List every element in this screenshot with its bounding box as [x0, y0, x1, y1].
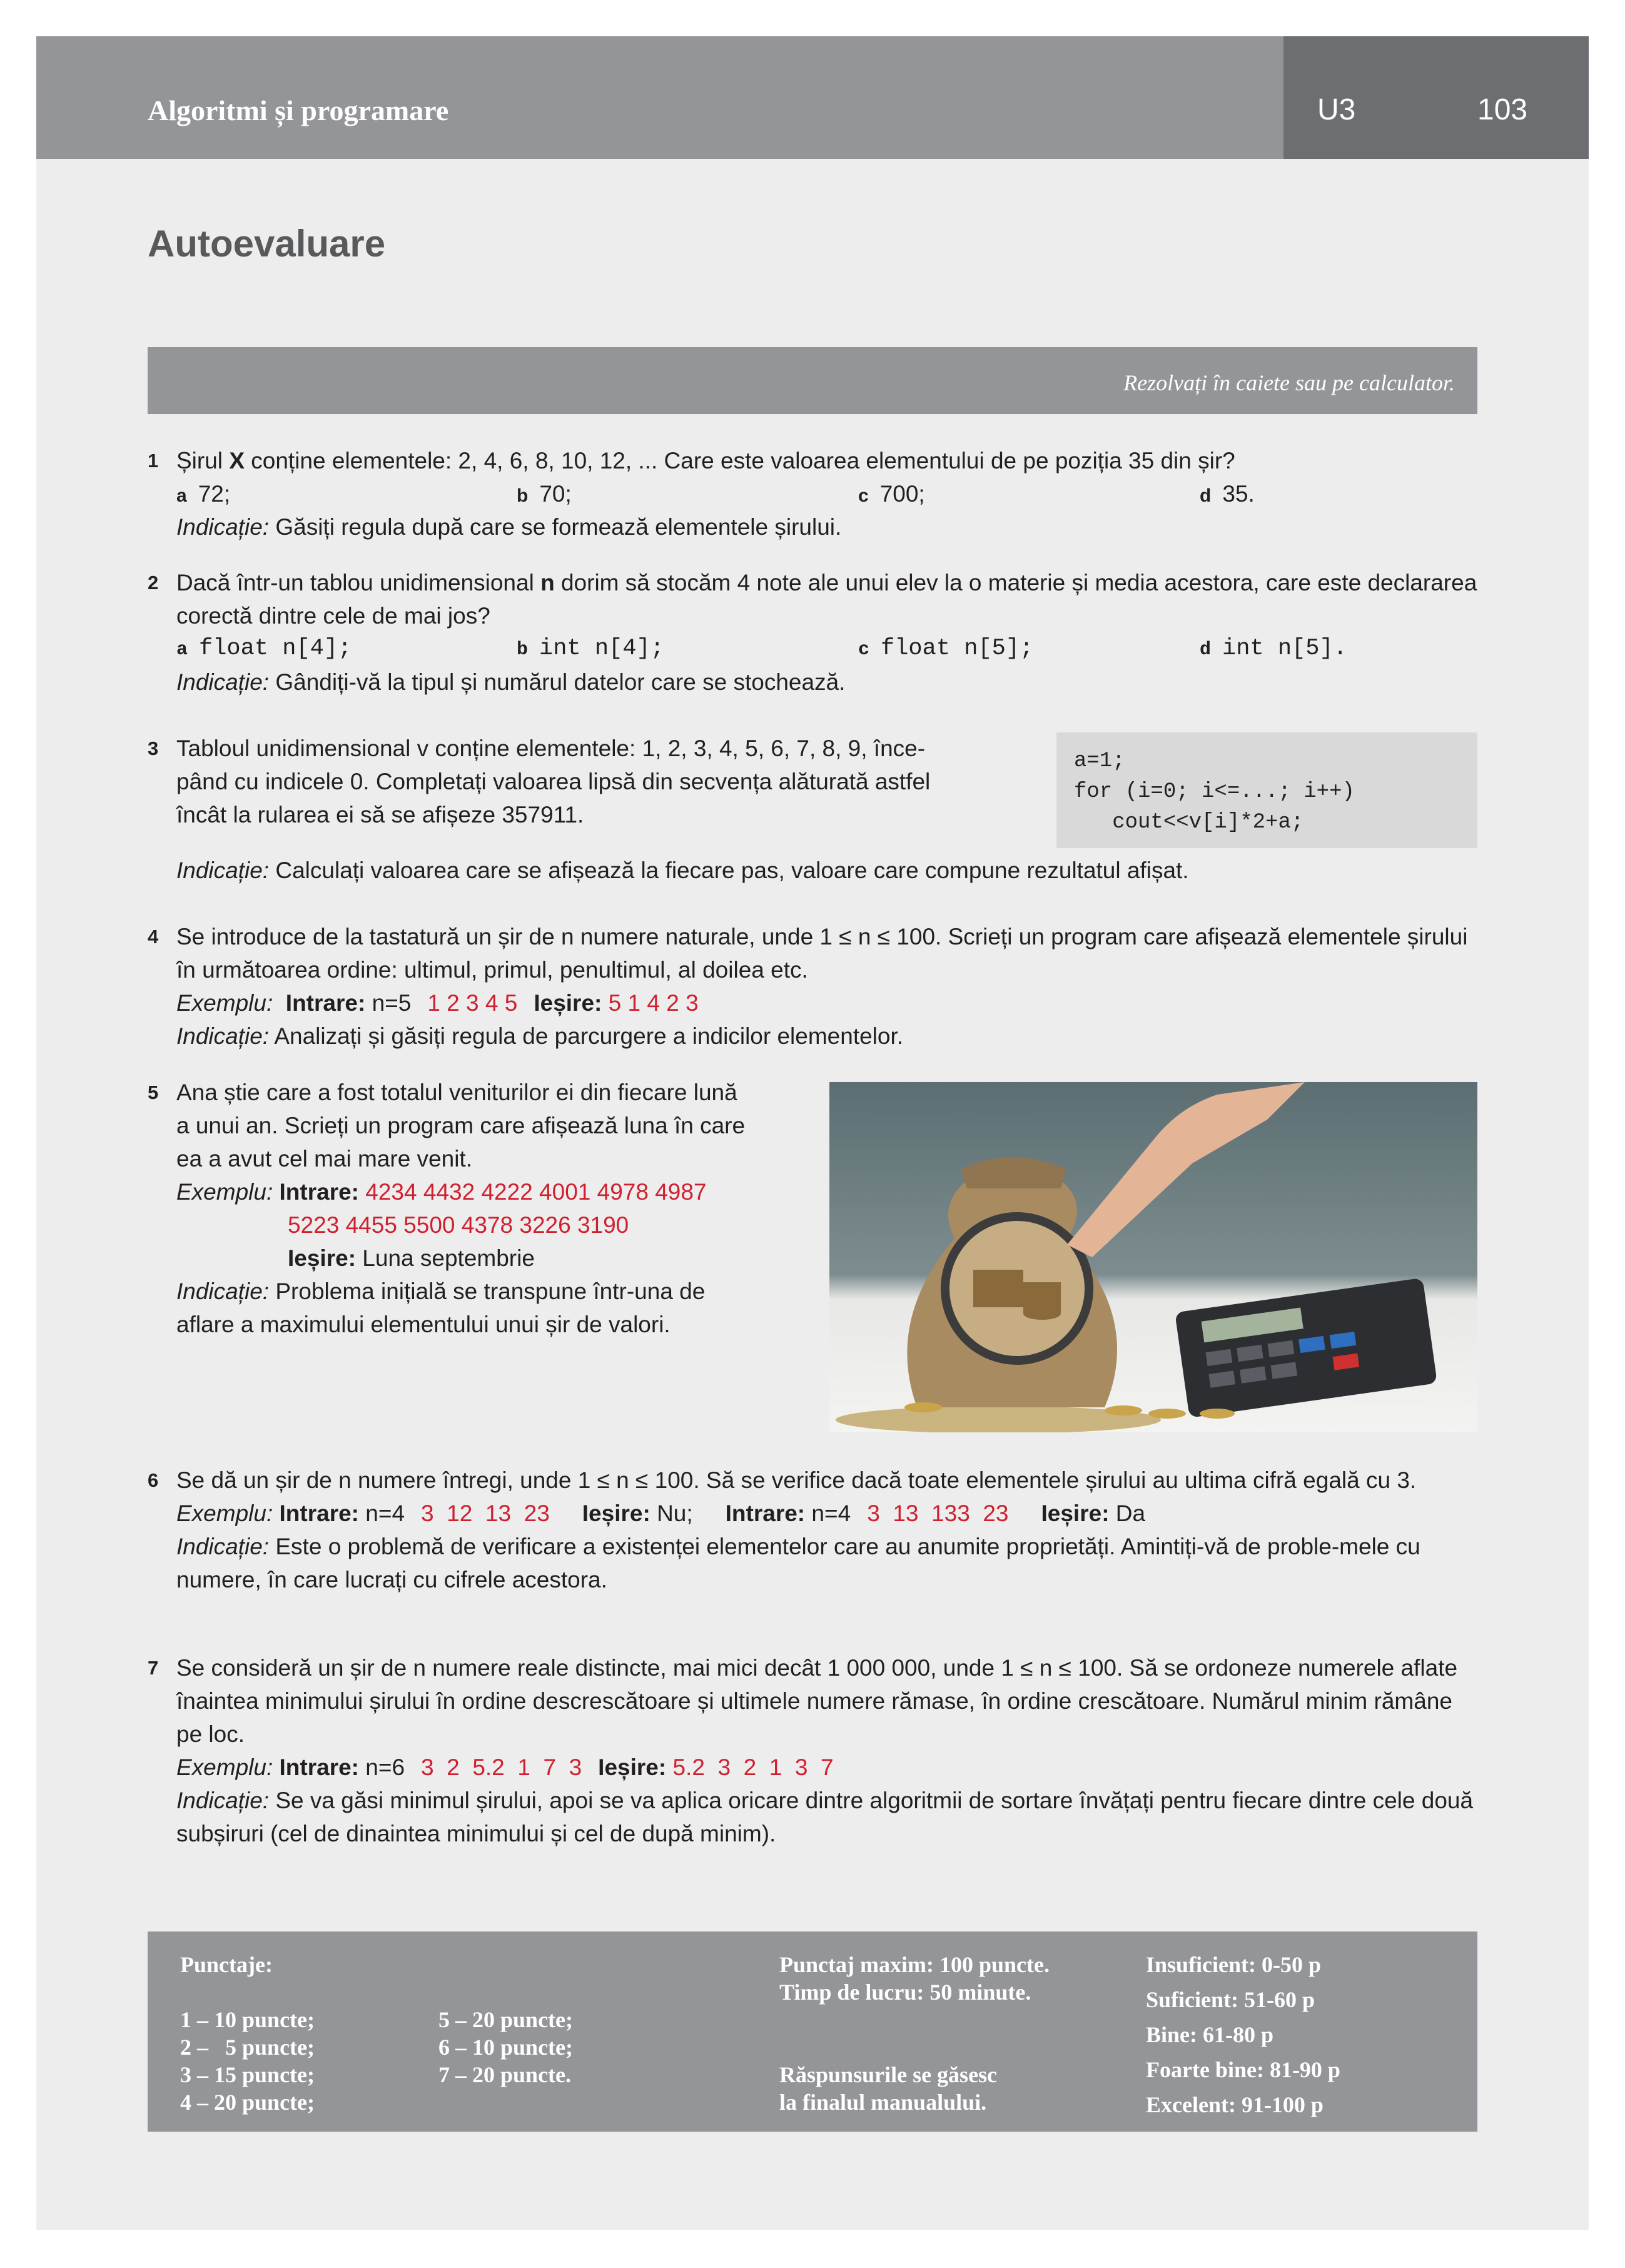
option-text: float n[5]; — [881, 635, 1034, 662]
score-item: 6 – 10 puncte; — [438, 2035, 573, 2060]
option-c — [858, 632, 1033, 667]
output-values: 5.2 3 2 1 3 7 — [672, 1754, 834, 1780]
output-label: Ieșire: — [534, 990, 602, 1016]
exercise-number: 4 — [148, 926, 159, 948]
hint-label: Indicație: — [176, 514, 270, 540]
text-line: a unui an. Scrieți un program care afișează luna în care — [176, 1113, 746, 1138]
hint-label: Indicație: — [176, 858, 270, 883]
output-label: Ieșire: — [288, 1245, 357, 1271]
text: conține elementele: 2, 4, 6, 8, 10, 12, ... Care este valoarea elementului de pe poziția 35 din șir? — [245, 448, 1235, 473]
input-n: n=4 — [365, 1501, 405, 1526]
text: Se dă un șir de n numere întregi, unde 1 ≤ n ≤ 100. Să se verifice dacă toate elementele șirului au ultima cifră egală cu 3. — [176, 1467, 1417, 1493]
output-label: Ieșire: — [582, 1501, 651, 1526]
option-text: float n[4]; — [199, 635, 352, 662]
score-item: 5 – 20 puncte; — [438, 2007, 573, 2032]
code-snippet: a=1; for (i=0; i<=...; i++) cout<<v[i]*2+a; — [1056, 732, 1477, 848]
example-label: Exemplu: — [176, 1179, 273, 1205]
input-n: n=4 — [811, 1501, 851, 1526]
output-values: 5 1 4 2 3 — [608, 990, 699, 1016]
option-letter: a — [176, 485, 187, 506]
exercise-number: 3 — [148, 737, 159, 759]
option-text: 70; — [539, 481, 572, 507]
exercise-number: 2 — [148, 572, 159, 594]
exercise-number: 1 — [148, 450, 159, 472]
banner-text: Rezolvați în caiete sau pe calculator. — [1123, 370, 1455, 395]
hint-text: Calculați valoarea care se afișează la fiecare pas, valoare care compune rezultatul afișat. — [269, 858, 1189, 883]
exercise-7 — [148, 1651, 1477, 1850]
output-label: Ieșire: — [598, 1754, 667, 1780]
exercise-1 — [148, 444, 1477, 544]
output-label: Ieșire: — [1041, 1501, 1110, 1526]
option-a — [176, 477, 230, 512]
instructions-banner — [148, 347, 1477, 414]
option-text: int n[4]; — [539, 635, 664, 662]
text: Se consideră un șir de n numere reale distincte, mai mici decât 1 000 000, unde 1 ≤ n ≤ 100. Să se ordoneze numerele aflate înaintea minimului șirului în ordine descrescătoare și ultimele numere rămase, în ordine crescătoare. Numărul minim rămâne pe loc. — [176, 1655, 1458, 1747]
example-label: Exemplu: — [176, 990, 273, 1016]
hint-text: Se va găsi minimul șirului, apoi se va aplica oricare dintre algoritmii de sortare învățați pentru fiecare dintre cele două subșiruri (cel de dinaintea minimului și cel de după minim). — [176, 1788, 1474, 1846]
money-bag-photo — [829, 1082, 1477, 1432]
option-a — [176, 632, 352, 667]
option-b — [517, 477, 572, 512]
hint-text: Este o problemă de verificare a existenței elementelor care au anumite proprietăți. Amintiți-vă de proble-mele cu numere, în care lucrați cu cifrele acestora. — [176, 1534, 1420, 1592]
output-text: Nu; — [657, 1501, 693, 1526]
text: dorim să stocăm 4 note ale unui elev la o materie și media acestora, care este declararea corectă dintre cele de mai jos? — [176, 570, 1477, 629]
option-text: 35. — [1222, 481, 1255, 507]
option-letter: b — [517, 485, 529, 506]
text-line: pând cu indicele 0. Completați valoarea lipsă din secvența alăturată astfel — [176, 769, 931, 794]
work-time: Timp de lucru: 50 minute. — [779, 1980, 1031, 2005]
text: Șirul — [176, 448, 230, 473]
grade-item: Foarte bine: 81-90 p — [1146, 2057, 1340, 2082]
max-score: Punctaj maxim: 100 puncte. — [779, 1952, 1050, 1977]
output-text: Luna septembrie — [362, 1245, 535, 1271]
option-text: 700; — [879, 481, 925, 507]
input-values: 5223 4455 5500 4378 3226 3190 — [288, 1212, 629, 1238]
option-letter: c — [858, 485, 869, 506]
example-label: Exemplu: — [176, 1754, 273, 1780]
output-text: Da — [1115, 1501, 1146, 1526]
text: Dacă într-un tablou unidimensional — [176, 570, 541, 595]
grade-item: Excelent: 91-100 p — [1146, 2092, 1324, 2117]
answer-options — [176, 477, 1477, 510]
hint-label: Indicație: — [176, 669, 270, 695]
exercise-6 — [148, 1464, 1477, 1596]
score-item: 3 – 15 puncte; — [180, 2062, 315, 2087]
page-number: 103 — [1477, 93, 1528, 126]
exercise-number: 5 — [148, 1081, 159, 1103]
hint-label: Indicație: — [176, 1278, 270, 1304]
score-item: 2 – 5 puncte; — [180, 2035, 315, 2060]
option-text: int n[5]. — [1222, 635, 1347, 662]
input-n: n=6 — [365, 1754, 405, 1780]
option-letter: b — [517, 639, 529, 661]
text-line: Ana știe care a fost totalul veniturilor ei din fiecare lună — [176, 1080, 737, 1105]
hint-label: Indicație: — [176, 1023, 270, 1049]
hint-text: aflare a maximului elementului unui șir de valori. — [176, 1312, 671, 1337]
text-line: ea a avut cel mai mare venit. — [176, 1146, 472, 1172]
grade-item: Suficient: 51-60 p — [1146, 1987, 1315, 2012]
text-line: Tabloul unidimensional v conține elementele: 1, 2, 3, 4, 5, 6, 7, 8, 9, înce- — [176, 736, 926, 761]
exercise-5 — [148, 1076, 811, 1341]
text-bold: n — [540, 570, 555, 595]
text-bold: X — [229, 448, 245, 473]
input-label: Intrare: — [725, 1501, 806, 1526]
input-label: Intrare: — [285, 990, 366, 1016]
score-item: 1 – 10 puncte; — [180, 2007, 315, 2032]
option-letter: d — [1200, 485, 1212, 506]
exercise-number: 6 — [148, 1469, 159, 1491]
option-letter: c — [858, 639, 870, 661]
input-label: Intrare: — [279, 1754, 359, 1780]
text: Se introduce de la tastatură un șir de n numere naturale, unde 1 ≤ n ≤ 100. Scrieți un program care afișează elementele șirului în următoarea ordine: ultimul, primul, penultimul, al doilea etc. — [176, 924, 1468, 983]
input-values: 3 12 13 23 — [421, 1501, 550, 1526]
grade-item: Bine: 61-80 p — [1146, 2022, 1274, 2047]
option-letter: d — [1200, 639, 1212, 661]
hint-text: Găsiți regula după care se formează elementele șirului. — [269, 514, 842, 540]
answers-note: Răspunsurile se găsesc — [779, 2062, 998, 2087]
unit-label: U3 — [1317, 93, 1356, 126]
hint-text: Gândiți-vă la tipul și numărul datelor care se stochează. — [269, 669, 846, 695]
option-d — [1200, 477, 1255, 512]
answers-note: la finalul manualului. — [779, 2090, 987, 2115]
input-values: 4234 4432 4222 4001 4978 4987 — [365, 1179, 707, 1205]
hint-label: Indicație: — [176, 1788, 270, 1813]
grade-item: Insuficient: 0-50 p — [1146, 1952, 1322, 1977]
example-label: Exemplu: — [176, 1501, 273, 1526]
hint-text: Analizați și găsiți regula de parcurgere a indicilor elementelor. — [269, 1023, 904, 1049]
input-values: 1 2 3 4 5 — [427, 990, 518, 1016]
exercise-2 — [148, 566, 1477, 699]
option-text: 72; — [198, 481, 231, 507]
option-b — [517, 632, 664, 667]
score-item: 7 – 20 puncte. — [438, 2062, 572, 2087]
option-d — [1200, 632, 1347, 667]
input-n: n=5 — [372, 990, 412, 1016]
scoring-box — [148, 1931, 1477, 2132]
exercise-number: 7 — [148, 1657, 159, 1679]
answer-options — [176, 632, 1477, 666]
score-item: 4 – 20 puncte; — [180, 2090, 315, 2115]
input-values: 3 2 5.2 1 7 3 — [421, 1754, 582, 1780]
text-line: încât la rularea ei să se afișeze 357911. — [176, 802, 584, 828]
exercise-4 — [148, 920, 1477, 1053]
input-label: Intrare: — [279, 1501, 359, 1526]
chapter-title: Algoritmi și programare — [148, 94, 449, 126]
input-label: Intrare: — [279, 1179, 359, 1205]
input-values: 3 13 133 23 — [867, 1501, 1009, 1526]
hint-label: Indicație: — [176, 1534, 270, 1559]
option-letter: a — [176, 639, 188, 661]
option-c — [858, 477, 925, 512]
hint-text: Problema inițială se transpune într-una de — [269, 1278, 706, 1304]
section-title: Autoevaluare — [148, 223, 386, 265]
money-bag-illustration — [829, 1082, 1477, 1432]
scoring-title: Punctaje: — [180, 1952, 273, 1977]
